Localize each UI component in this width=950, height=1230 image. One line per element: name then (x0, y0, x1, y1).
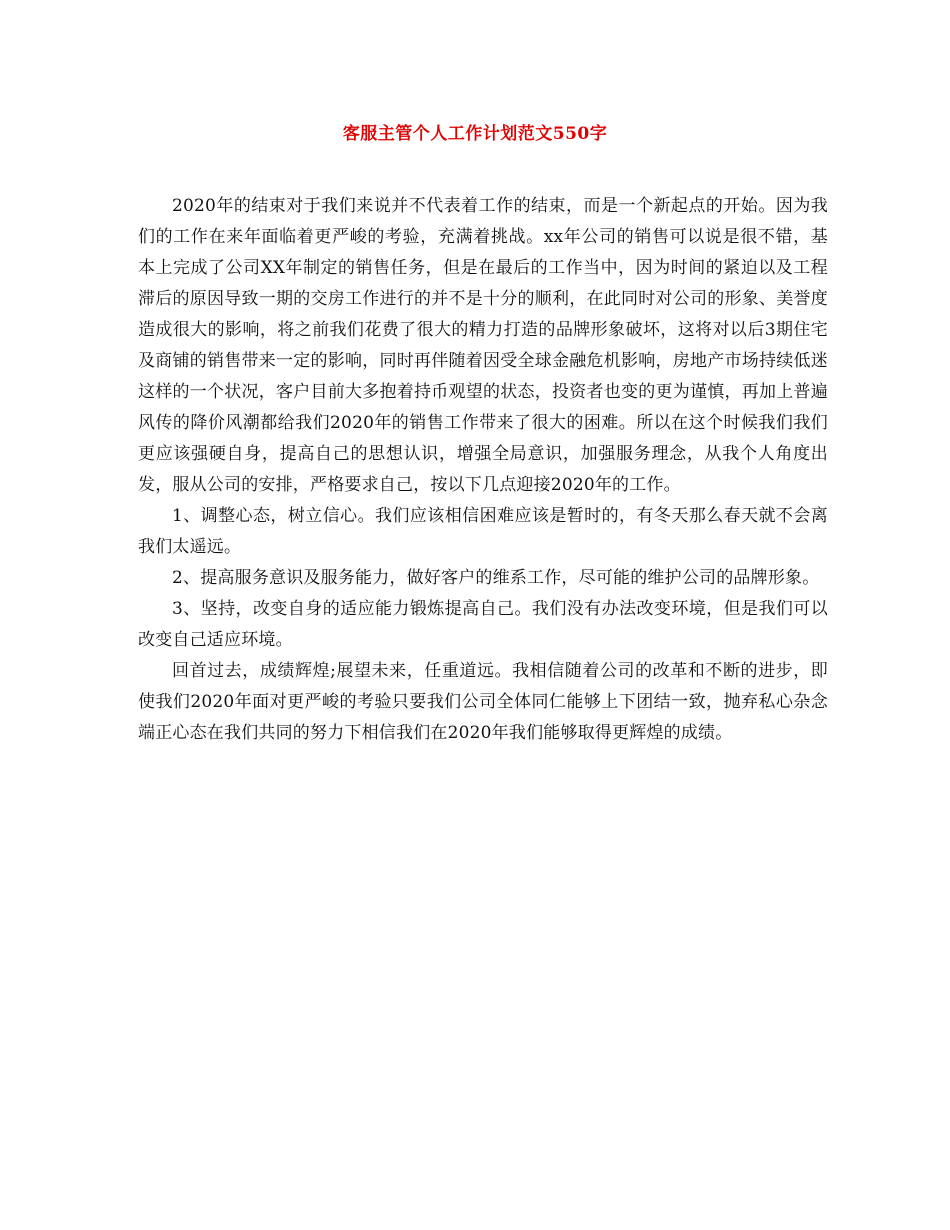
paragraph-point-1: 1、调整心态，树立信心。我们应该相信困难应该是暂时的，有冬天那么春天就不会离我们太遥远。 (138, 506, 828, 557)
paragraph-point-3: 3、坚持，改变自身的适应能力锻炼提高自己。我们没有办法改变环境，但是我们可以改变自己适应环境。 (138, 599, 828, 650)
document-body (138, 191, 828, 749)
document-title: 客服主管个人工作计划范文550字 (342, 124, 608, 144)
paragraph-point-2: 2、提高服务意识及服务能力，做好客户的维系工作，尽可能的维护公司的品牌形象。 (172, 568, 820, 588)
paragraph-conclusion: 回首过去，成绩辉煌;展望未来，任重道远。我相信随着公司的改革和不断的进步，即使我们2020年面对更严峻的考验只要我们公司全体同仁能够上下团结一致，抛弃私心杂念端正心态在我们共同的努力下相信我们在2020年我们能够取得更辉煌的成绩。 (138, 661, 828, 743)
paragraph-intro: 2020年的结束对于我们来说并不代表着工作的结束，而是一个新起点的开始。因为我们的工作在来年面临着更严峻的考验，充满着挑战。xx年公司的销售可以说是很不错，基本上完成了公司XX年制定的销售任务，但是在最后的工作当中，因为时间的紧迫以及工程滞后的原因导致一期的交房工作进行的并不是十分的顺利，在此同时对公司的形象、美誉度造成很大的影响，将之前我们花费了很大的精力打造的品牌形象破坏，这将对以后3期住宅及商铺的销售带来一定的影响，同时再伴随着因受全球金融危机影响，房地产市场持续低迷这样的一个状况，客户目前大多抱着持币观望的状态，投资者也变的更为谨慎，再加上普遍风传的降价风潮都给我们2020年的销售工作带来了很大的困难。所以在这个时候我们我们更应该强硬自身，提高自己的思想认识，增强全局意识，加强服务理念，从我个人角度出发，服从公司的安排，严格要求自己，按以下几点迎接2020年的工作。 (138, 196, 828, 495)
